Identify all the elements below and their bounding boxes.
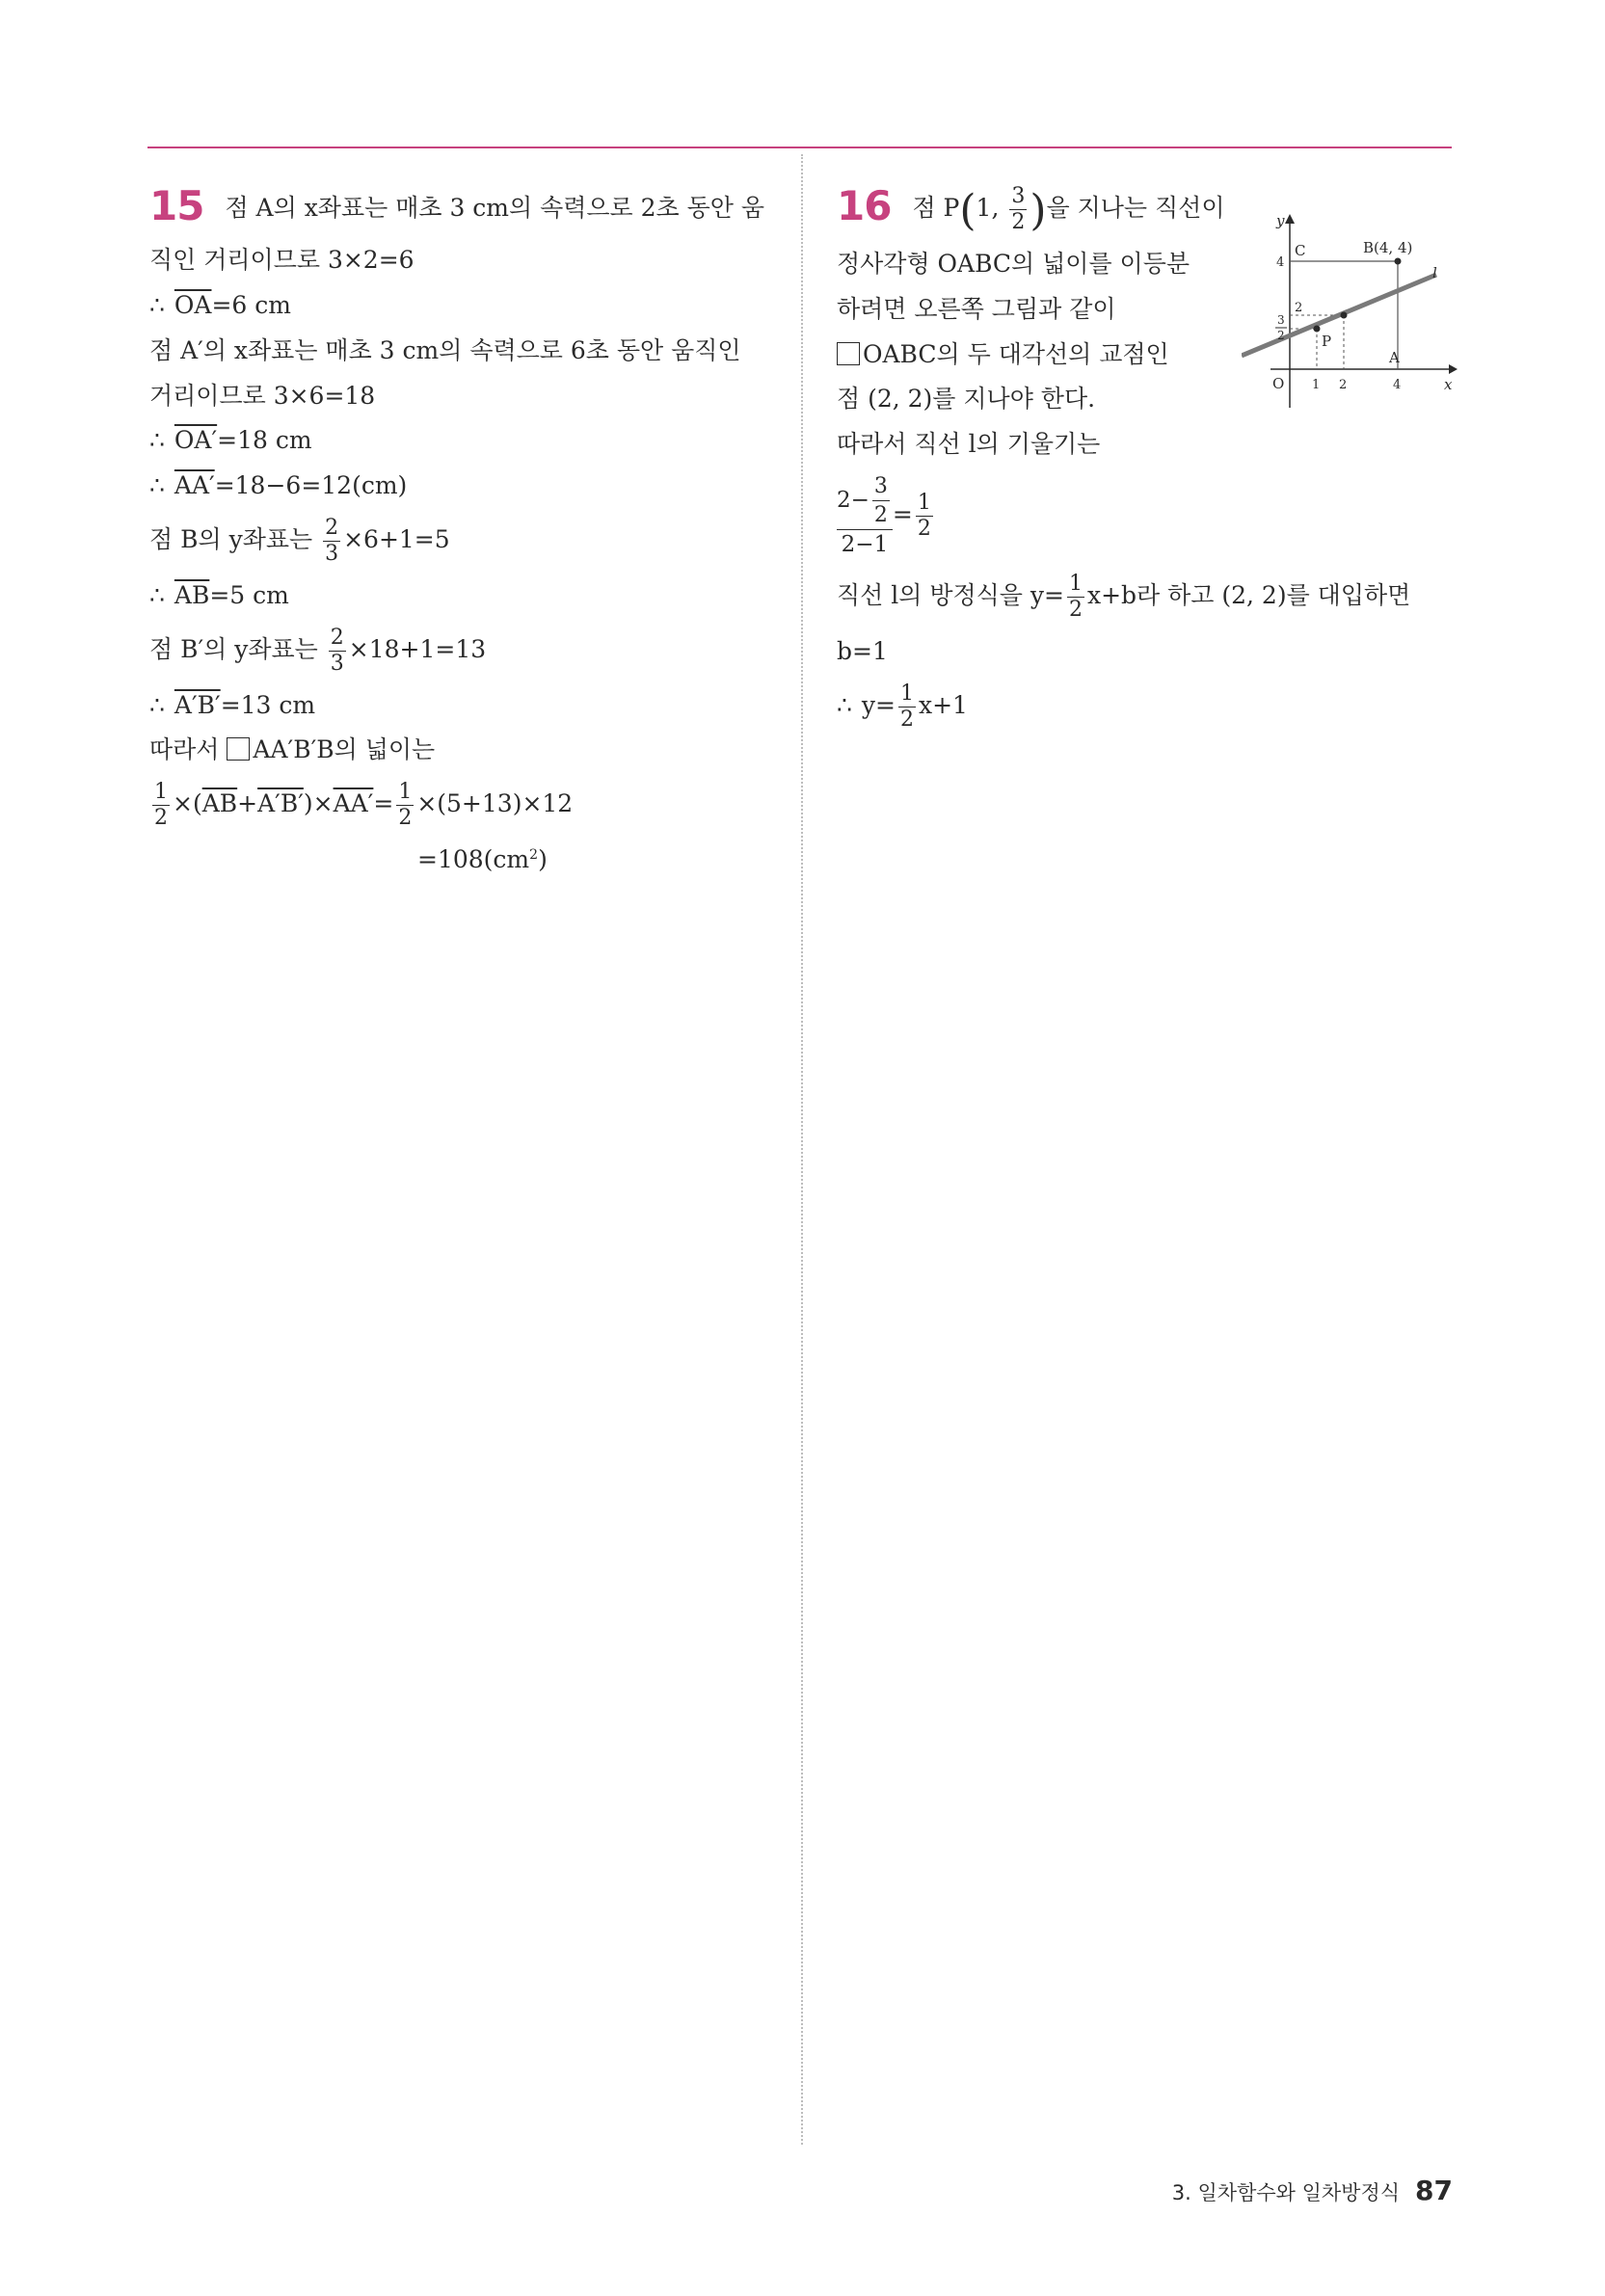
p15-line-1 — [149, 183, 766, 229]
segment-ab-prime: A′B′ — [174, 690, 221, 719]
x-axis-arrow — [1449, 364, 1458, 374]
p15-ab: ∴ $\overline{AB}=5$ cm — [149, 580, 289, 609]
p15-bp-coord: 점 B′의 y좌표는 $\frac{2}{3}$ ×18+1=13 — [149, 625, 487, 676]
point-p — [1314, 326, 1321, 333]
fraction: $\frac{2}{3}$ — [325, 515, 339, 566]
y-axis-arrow — [1285, 214, 1295, 224]
x-axis-label: x — [1444, 376, 1453, 393]
fraction: $\frac{1}{2}$ — [917, 490, 931, 541]
tick-y2: 2 — [1295, 301, 1303, 315]
p15-aap: ∴ AA′=18−6=12(cm) — [149, 471, 408, 500]
p15-apbp: ∴ A′B′=13 cm — [149, 690, 316, 719]
slope-fraction: 2− $\frac{3}{2}$ 2−1 — [837, 476, 893, 556]
problem-15 — [149, 183, 766, 892]
point-center — [1341, 312, 1348, 319]
coordinate-graph — [1242, 210, 1458, 413]
chapter-title: 3. 일차함수와 일차방정식 — [1171, 2181, 1401, 2204]
quadrilateral-symbol — [837, 342, 860, 365]
p16-line-8: 직선 l의 방정식을 y= $\frac{1}{2}$ x+b라 하고 (2, 2)를 대입하면 — [837, 571, 1411, 622]
column-divider — [801, 154, 803, 2145]
segment-oa: $\overline{OA}$ — [174, 291, 212, 320]
segment-oa-prime: OA′ — [174, 426, 218, 455]
c-label: C — [1295, 242, 1306, 259]
p15-oa: ∴ $\overline{OA}=6$ cm — [149, 291, 291, 320]
tick-x4: 4 — [1393, 378, 1402, 392]
p15-line-2: 직인 거리이므로 3×2=6 — [149, 246, 415, 275]
p16-line-1: 16 점 P(1, $\frac{3}{2}$ )을 지나는 직선이 — [837, 182, 1225, 235]
y-axis-label: y — [1276, 212, 1285, 229]
p15-area-intro: 따라서 AA′B′B의 넓이는 — [149, 735, 436, 764]
p16-line-9: b=1 — [837, 636, 888, 665]
p16-line-5: 점 (2, 2)를 지나야 한다. — [837, 385, 1096, 414]
tick-x2: 2 — [1339, 378, 1348, 392]
b-label: B(4, 4) — [1363, 239, 1413, 256]
p16-line-4: OABC의 두 대각선의 교점인 — [837, 341, 1454, 369]
quadrilateral-symbol — [227, 737, 250, 761]
l-label: l — [1432, 264, 1437, 281]
a-label: A — [1389, 349, 1400, 366]
segment-ab: $\overline{AB}$ — [174, 580, 210, 609]
p15-b-coord: 점 B의 y좌표는 $\frac{2}{3}$ ×6+1=5 — [149, 515, 450, 566]
p15-text-1: 점 A의 x좌표는 매초 3 cm의 속력으로 2초 동안 움 — [225, 194, 765, 222]
p16-line-3: 하려면 오른쪽 그림과 같이 — [837, 294, 1116, 323]
tick-y32-num: 3 — [1277, 313, 1285, 327]
fraction: $\frac{2}{3}$ — [330, 625, 344, 676]
fraction: $\frac{1}{2}$ — [154, 780, 168, 831]
fraction: $\frac{1}{2}$ — [1068, 571, 1083, 622]
problem-number-15: 15 — [149, 182, 204, 229]
p15-line-4: 점 A′의 x좌표는 매초 3 cm의 속력으로 6초 동안 움직인 — [149, 335, 741, 364]
fraction: $\frac{1}{2}$ — [899, 681, 914, 732]
tick-x1: 1 — [1312, 378, 1321, 392]
p15-oap: ∴ OA′=18 cm — [149, 426, 312, 455]
p15-calc: $\frac{1}{2}$ $\times(\overline{AB}+A'B')\times AA'=$ $\frac{1}{2}$ ×(5+13)×12 — [154, 780, 574, 831]
p15-result: $=108(cm^2)$ — [417, 845, 548, 874]
p16-line-6: 따라서 직선 l의 기울기는 — [837, 430, 1101, 458]
page-number: 87 — [1415, 2175, 1453, 2206]
p15-line-5: 거리이므로 3×6=18 — [149, 381, 376, 410]
p16-slope: 2− $\frac{3}{2}$ 2−1 = $\frac{1}{2}$ — [837, 473, 931, 557]
page-footer — [1172, 2175, 1453, 2206]
origin-label: O — [1272, 375, 1285, 392]
point-b — [1395, 258, 1402, 265]
tick-y4: 4 — [1276, 255, 1285, 270]
header-rule — [147, 147, 1452, 148]
p16-line-10: ∴ y= $\frac{1}{2}$ x+1 — [837, 681, 968, 732]
fraction: $\frac{3}{2}$ — [1011, 184, 1026, 234]
segment-aa-prime: AA′ — [174, 471, 215, 500]
line-l — [1242, 275, 1436, 356]
p16-line-2: 정사각형 OABC의 넓이를 이등분 — [837, 250, 1190, 278]
tick-y32-den: 2 — [1277, 329, 1285, 342]
problem-number-16: 16 — [837, 182, 892, 229]
p-label: P — [1322, 333, 1332, 350]
fraction: $\frac{1}{2}$ — [398, 780, 413, 831]
